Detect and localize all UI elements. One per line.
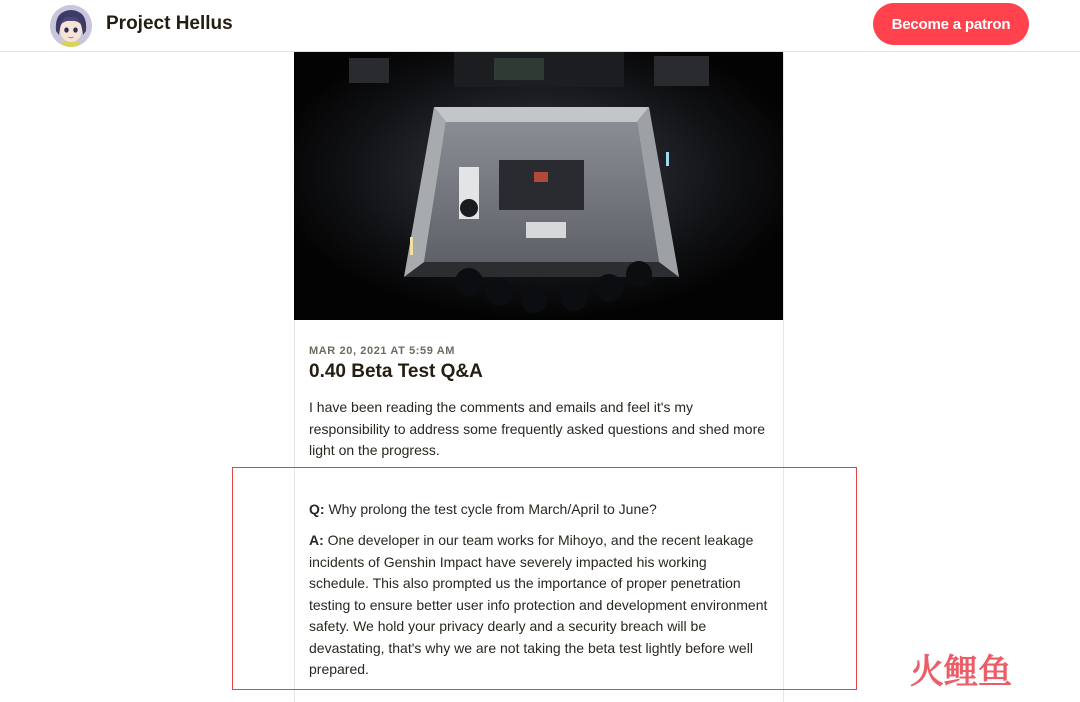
qa-answer [309, 530, 769, 681]
question-text: Why prolong the test cycle from March/April to June? [328, 501, 657, 517]
question-label: Q: [309, 501, 325, 517]
game-room-render-image [294, 52, 783, 320]
post-intro: I have been reading the comments and emails and feel it's my responsibility to address some frequently asked questions and shed more light on the progress. [309, 399, 766, 458]
post-title[interactable]: 0.40 Beta Test Q&A [309, 361, 483, 382]
post-image[interactable] [294, 52, 783, 320]
anime-avatar-icon [50, 5, 92, 47]
svg-text:火鲤鱼: 火鲤鱼 [910, 652, 1012, 690]
qa-question [309, 499, 769, 521]
page-header [0, 0, 1080, 52]
answer-text: One developer in our team works for Mihoyo, and the recent leakage incidents of Genshin Impact have severely impacted his working schedule. This also prompted us the importance of proper penetration testing to ensure better user info protection and development environment safety. We hold your privacy dearly and a security breach will be devastating, that's why we are not taking the beta test lightly before well prepared. [309, 532, 768, 677]
creator-avatar[interactable] [50, 5, 92, 47]
answer-label: A: [309, 532, 324, 548]
post-date: MAR 20, 2021 AT 5:59 AM [309, 345, 456, 357]
watermark-logo [910, 650, 1060, 690]
become-patron-button[interactable]: Become a patron [873, 3, 1029, 45]
creator-name[interactable]: Project Hellus [106, 13, 233, 34]
watermark-text [910, 650, 1060, 690]
